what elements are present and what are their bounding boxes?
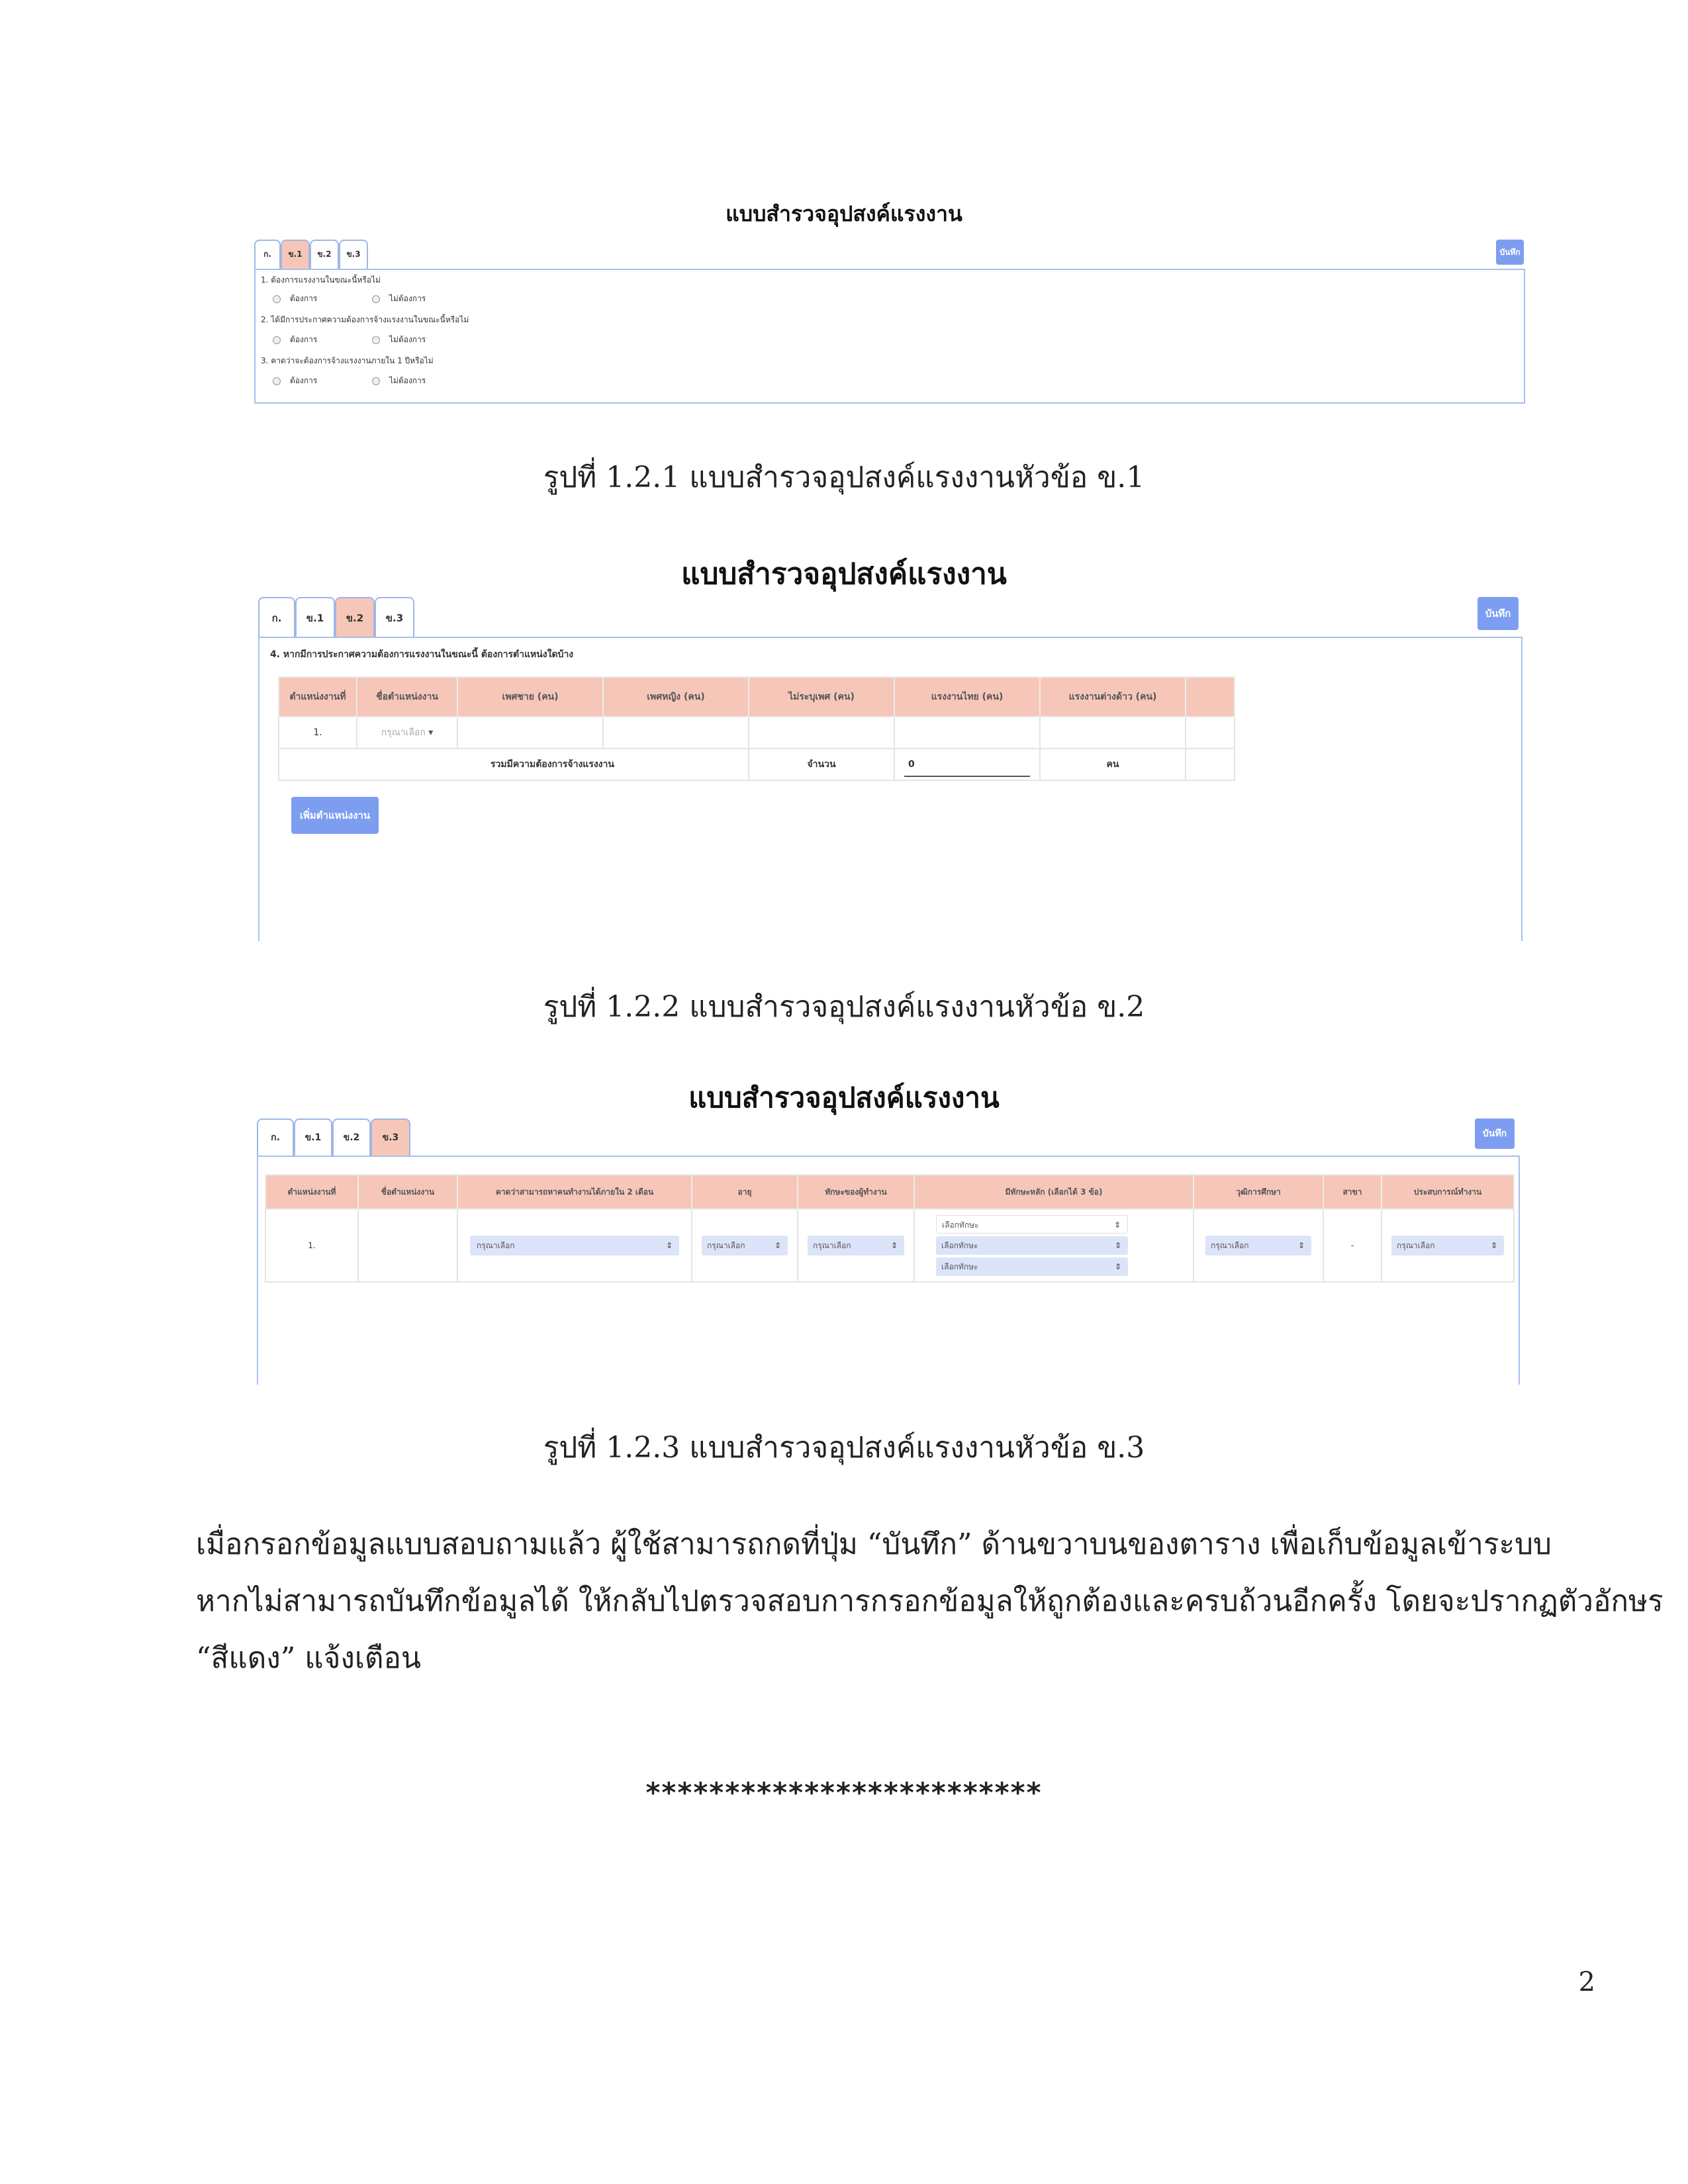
fig3-tab-ก[interactable]: ก. — [257, 1118, 294, 1156]
fig1-question-panel — [254, 269, 1525, 404]
education-select[interactable] — [1205, 1236, 1311, 1255]
radio-label: ต้องการ — [290, 294, 318, 303]
thai-count-input[interactable] — [894, 717, 1040, 749]
select-placeholder: กรุณาเลือก — [813, 1241, 851, 1250]
header-cell: ชื่อตำแหน่งงาน — [357, 677, 457, 717]
table-row — [279, 717, 1235, 749]
table-header-row — [279, 677, 1235, 717]
fig1-tab-ข1[interactable]: ข.1 — [281, 240, 310, 269]
fig2-tab-ข3[interactable]: ข.3 — [375, 597, 414, 637]
radio-icon — [273, 377, 281, 385]
female-count-input[interactable] — [603, 717, 749, 749]
add-position-button[interactable]: เพิ่มตำแหน่งงาน — [291, 797, 379, 834]
fig1-question-2: 2. ได้มีการประกาศความต้องการจ้างแรงงานในขณะนี้หรือไม่ — [261, 315, 469, 324]
age-select[interactable] — [702, 1236, 788, 1255]
radio-icon — [273, 295, 281, 303]
fig1-tab-ก[interactable]: ก. — [254, 240, 281, 269]
sort-arrows-icon: ⇕ — [1297, 1241, 1305, 1250]
header-cell: แรงงานไทย (คน) — [894, 677, 1040, 717]
total-label: รวมมีความต้องการจ้างแรงงาน — [357, 749, 749, 780]
main-skill-select-1[interactable] — [936, 1215, 1128, 1234]
hire-within-2-months-cell — [457, 1209, 692, 1282]
fig2-caption: รูปที่ 1.2.2 แบบสำรวจอุปสงค์แรงงานหัวข้อ ข.2 — [543, 990, 1145, 1024]
hire-within-select[interactable] — [470, 1236, 679, 1255]
radio-icon — [372, 336, 380, 344]
header-cell: สาขา — [1323, 1175, 1382, 1209]
input-underline — [904, 776, 1030, 777]
fig3-tab-ข1[interactable]: ข.1 — [294, 1118, 332, 1156]
header-cell: มีทักษะหลัก (เลือกได้ 3 ข้อ) — [914, 1175, 1194, 1209]
radio-icon — [372, 377, 380, 385]
table-header-row — [265, 1175, 1514, 1209]
fig2-panel — [258, 637, 1523, 941]
radio-label: ไม่ต้องการ — [389, 376, 426, 385]
radio-label: ต้องการ — [290, 335, 318, 344]
fig1-q2-radio-no[interactable] — [372, 334, 426, 346]
fig1-q3-radio-yes[interactable] — [273, 375, 317, 387]
empty-cell — [279, 749, 357, 780]
select-placeholder: กรุณาเลือก — [707, 1241, 745, 1250]
fig2-tab-bar — [258, 597, 417, 637]
fig2-tab-ก[interactable]: ก. — [258, 597, 295, 637]
fig1-question-3: 3. คาดว่าจะต้องการจ้างแรงงานภายใน 1 ปีหรือไม่ — [261, 356, 434, 365]
header-cell: ไม่ระบุเพศ (คน) — [749, 677, 894, 717]
position-name-cell — [358, 1209, 457, 1282]
header-cell: เพศชาย (คน) — [457, 677, 603, 717]
select-placeholder: เลือกทักษะ — [941, 1241, 978, 1250]
radio-label: ไม่ต้องการ — [389, 294, 426, 303]
fig3-caption: รูปที่ 1.2.3 แบบสำรวจอุปสงค์แรงงานหัวข้อ ข.3 — [543, 1431, 1145, 1465]
fig1-caption: รูปที่ 1.2.1 แบบสำรวจอุปสงค์แรงงานหัวข้อ ข.1 — [543, 461, 1145, 494]
sort-arrows-icon: ⇕ — [1114, 1262, 1121, 1271]
fig1-save-button[interactable]: บันทึก — [1496, 240, 1524, 265]
fig1-tab-ข2[interactable]: ข.2 — [310, 240, 339, 269]
main-skills-cell — [914, 1209, 1194, 1282]
fig2-save-button[interactable]: บันทึก — [1477, 597, 1519, 630]
experience-cell — [1382, 1209, 1514, 1282]
header-cell: คาดว่าสามารถหาคนทำงานได้ภายใน 2 เดือน — [457, 1175, 692, 1209]
amount-label: จำนวน — [749, 749, 894, 780]
radio-icon — [273, 336, 281, 344]
foreign-count-input[interactable] — [1040, 717, 1186, 749]
body-line-3: “สีแดง” แจ้งเตือน — [196, 1641, 421, 1675]
header-cell — [1186, 677, 1235, 717]
unit-label: คน — [1040, 749, 1186, 780]
education-cell — [1194, 1209, 1323, 1282]
radio-icon — [372, 295, 380, 303]
header-cell: เพศหญิง (คน) — [603, 677, 749, 717]
sort-arrows-icon: ⇕ — [774, 1241, 781, 1250]
fig3-tab-ข3[interactable]: ข.3 — [371, 1118, 410, 1156]
select-placeholder: กรุณาเลือก — [1397, 1241, 1435, 1250]
header-cell: ชื่อตำแหน่งงาน — [358, 1175, 457, 1209]
total-amount-field[interactable] — [894, 749, 1040, 780]
row-action-cell — [1186, 717, 1235, 749]
fig3-save-button[interactable]: บันทึก — [1475, 1118, 1515, 1149]
sort-arrows-icon: ⇕ — [1113, 1220, 1121, 1230]
fig1-tab-ข3[interactable]: ข.3 — [339, 240, 368, 269]
caret-down-icon: ▾ — [428, 727, 434, 738]
select-placeholder: เลือกทักษะ — [941, 1262, 978, 1271]
fig2-question: 4. หากมีการประกาศความต้องการแรงงานในขณะนี้ ต้องการตำแหน่งใดบ้าง — [270, 649, 574, 660]
field-cell: - — [1323, 1209, 1382, 1282]
header-cell: ประสบการณ์ทำงาน — [1382, 1175, 1514, 1209]
fig3-panel — [257, 1156, 1520, 1385]
select-placeholder: กรุณาเลือก — [381, 727, 426, 738]
header-cell: ตำแหน่งงานที่ — [279, 677, 357, 717]
age-cell — [692, 1209, 798, 1282]
radio-label: ไม่ต้องการ — [389, 335, 426, 344]
fig1-q1-radio-no[interactable] — [372, 293, 426, 305]
radio-label: ต้องการ — [290, 376, 318, 385]
fig3-tab-bar — [257, 1118, 416, 1156]
header-cell: อายุ — [692, 1175, 798, 1209]
table-row — [265, 1209, 1514, 1282]
row-number: 1. — [265, 1209, 358, 1282]
position-name-select[interactable] — [357, 717, 457, 749]
table-total-row — [279, 749, 1235, 780]
fig1-q3-radio-no[interactable] — [372, 375, 426, 387]
sort-arrows-icon: ⇕ — [665, 1241, 673, 1250]
fig2-tab-ข1[interactable]: ข.1 — [295, 597, 335, 637]
fig3-tab-ข2[interactable]: ข.2 — [332, 1118, 371, 1156]
empty-cell — [1186, 749, 1235, 780]
main-skill-select-2[interactable] — [936, 1236, 1128, 1255]
unspecified-count-input[interactable] — [749, 717, 894, 749]
select-placeholder: กรุณาเลือก — [1211, 1241, 1249, 1250]
sort-arrows-icon: ⇕ — [890, 1241, 898, 1250]
header-cell: แรงงานต่างด้าว (คน) — [1040, 677, 1186, 717]
total-amount-value: 0 — [908, 759, 915, 770]
section-separator: ************************* — [645, 1776, 1043, 1809]
select-placeholder: กรุณาเลือก — [477, 1241, 515, 1250]
fig3-skill-table — [265, 1174, 1515, 1283]
sort-arrows-icon: ⇕ — [1114, 1241, 1121, 1250]
header-cell: ตำแหน่งงานที่ — [265, 1175, 358, 1209]
fig2-tab-ข2[interactable]: ข.2 — [335, 597, 375, 637]
body-line-1: เมื่อกรอกข้อมูลแบบสอบถามแล้ว ผู้ใช้สามารถกดที่ปุ่ม “บันทึก” ด้านขวาบนของตาราง เพื่อเก็บข้อมูลเข้าระบบ — [196, 1527, 1552, 1561]
fig1-tab-bar — [254, 240, 373, 269]
header-cell: ทักษะของผู้ทำงาน — [798, 1175, 914, 1209]
fig3-title: แบบสำรวจอุปสงค์แรงงาน — [688, 1081, 1000, 1114]
main-skill-select-3[interactable] — [936, 1257, 1128, 1276]
sort-arrows-icon: ⇕ — [1490, 1241, 1497, 1250]
page-number: 2 — [1578, 1967, 1595, 1997]
header-cell: วุฒิการศึกษา — [1194, 1175, 1323, 1209]
row-number: 1. — [279, 717, 357, 749]
worker-skill-select[interactable] — [808, 1236, 904, 1255]
fig1-question-1: 1. ต้องการแรงงานในขณะนี้หรือไม่ — [261, 275, 381, 285]
experience-select[interactable] — [1391, 1236, 1504, 1255]
fig2-position-table — [278, 676, 1235, 781]
male-count-input[interactable] — [457, 717, 603, 749]
body-line-2: หากไม่สามารถบันทึกข้อมูลได้ ให้กลับไปตรวจสอบการกรอกข้อมูลให้ถูกต้องและครบถ้วนอีกครั้ง โดยจะปรากฏตัวอักษร — [196, 1584, 1664, 1618]
fig2-title: แบบสำรวจอุปสงค์แรงงาน — [681, 557, 1007, 591]
fig1-title: แบบสำรวจอุปสงค์แรงงาน — [726, 201, 962, 226]
fig1-q1-radio-yes[interactable] — [273, 293, 317, 305]
fig1-q2-radio-yes[interactable] — [273, 334, 317, 346]
select-placeholder: เลือกทักษะ — [942, 1220, 979, 1230]
worker-skill-cell — [798, 1209, 914, 1282]
